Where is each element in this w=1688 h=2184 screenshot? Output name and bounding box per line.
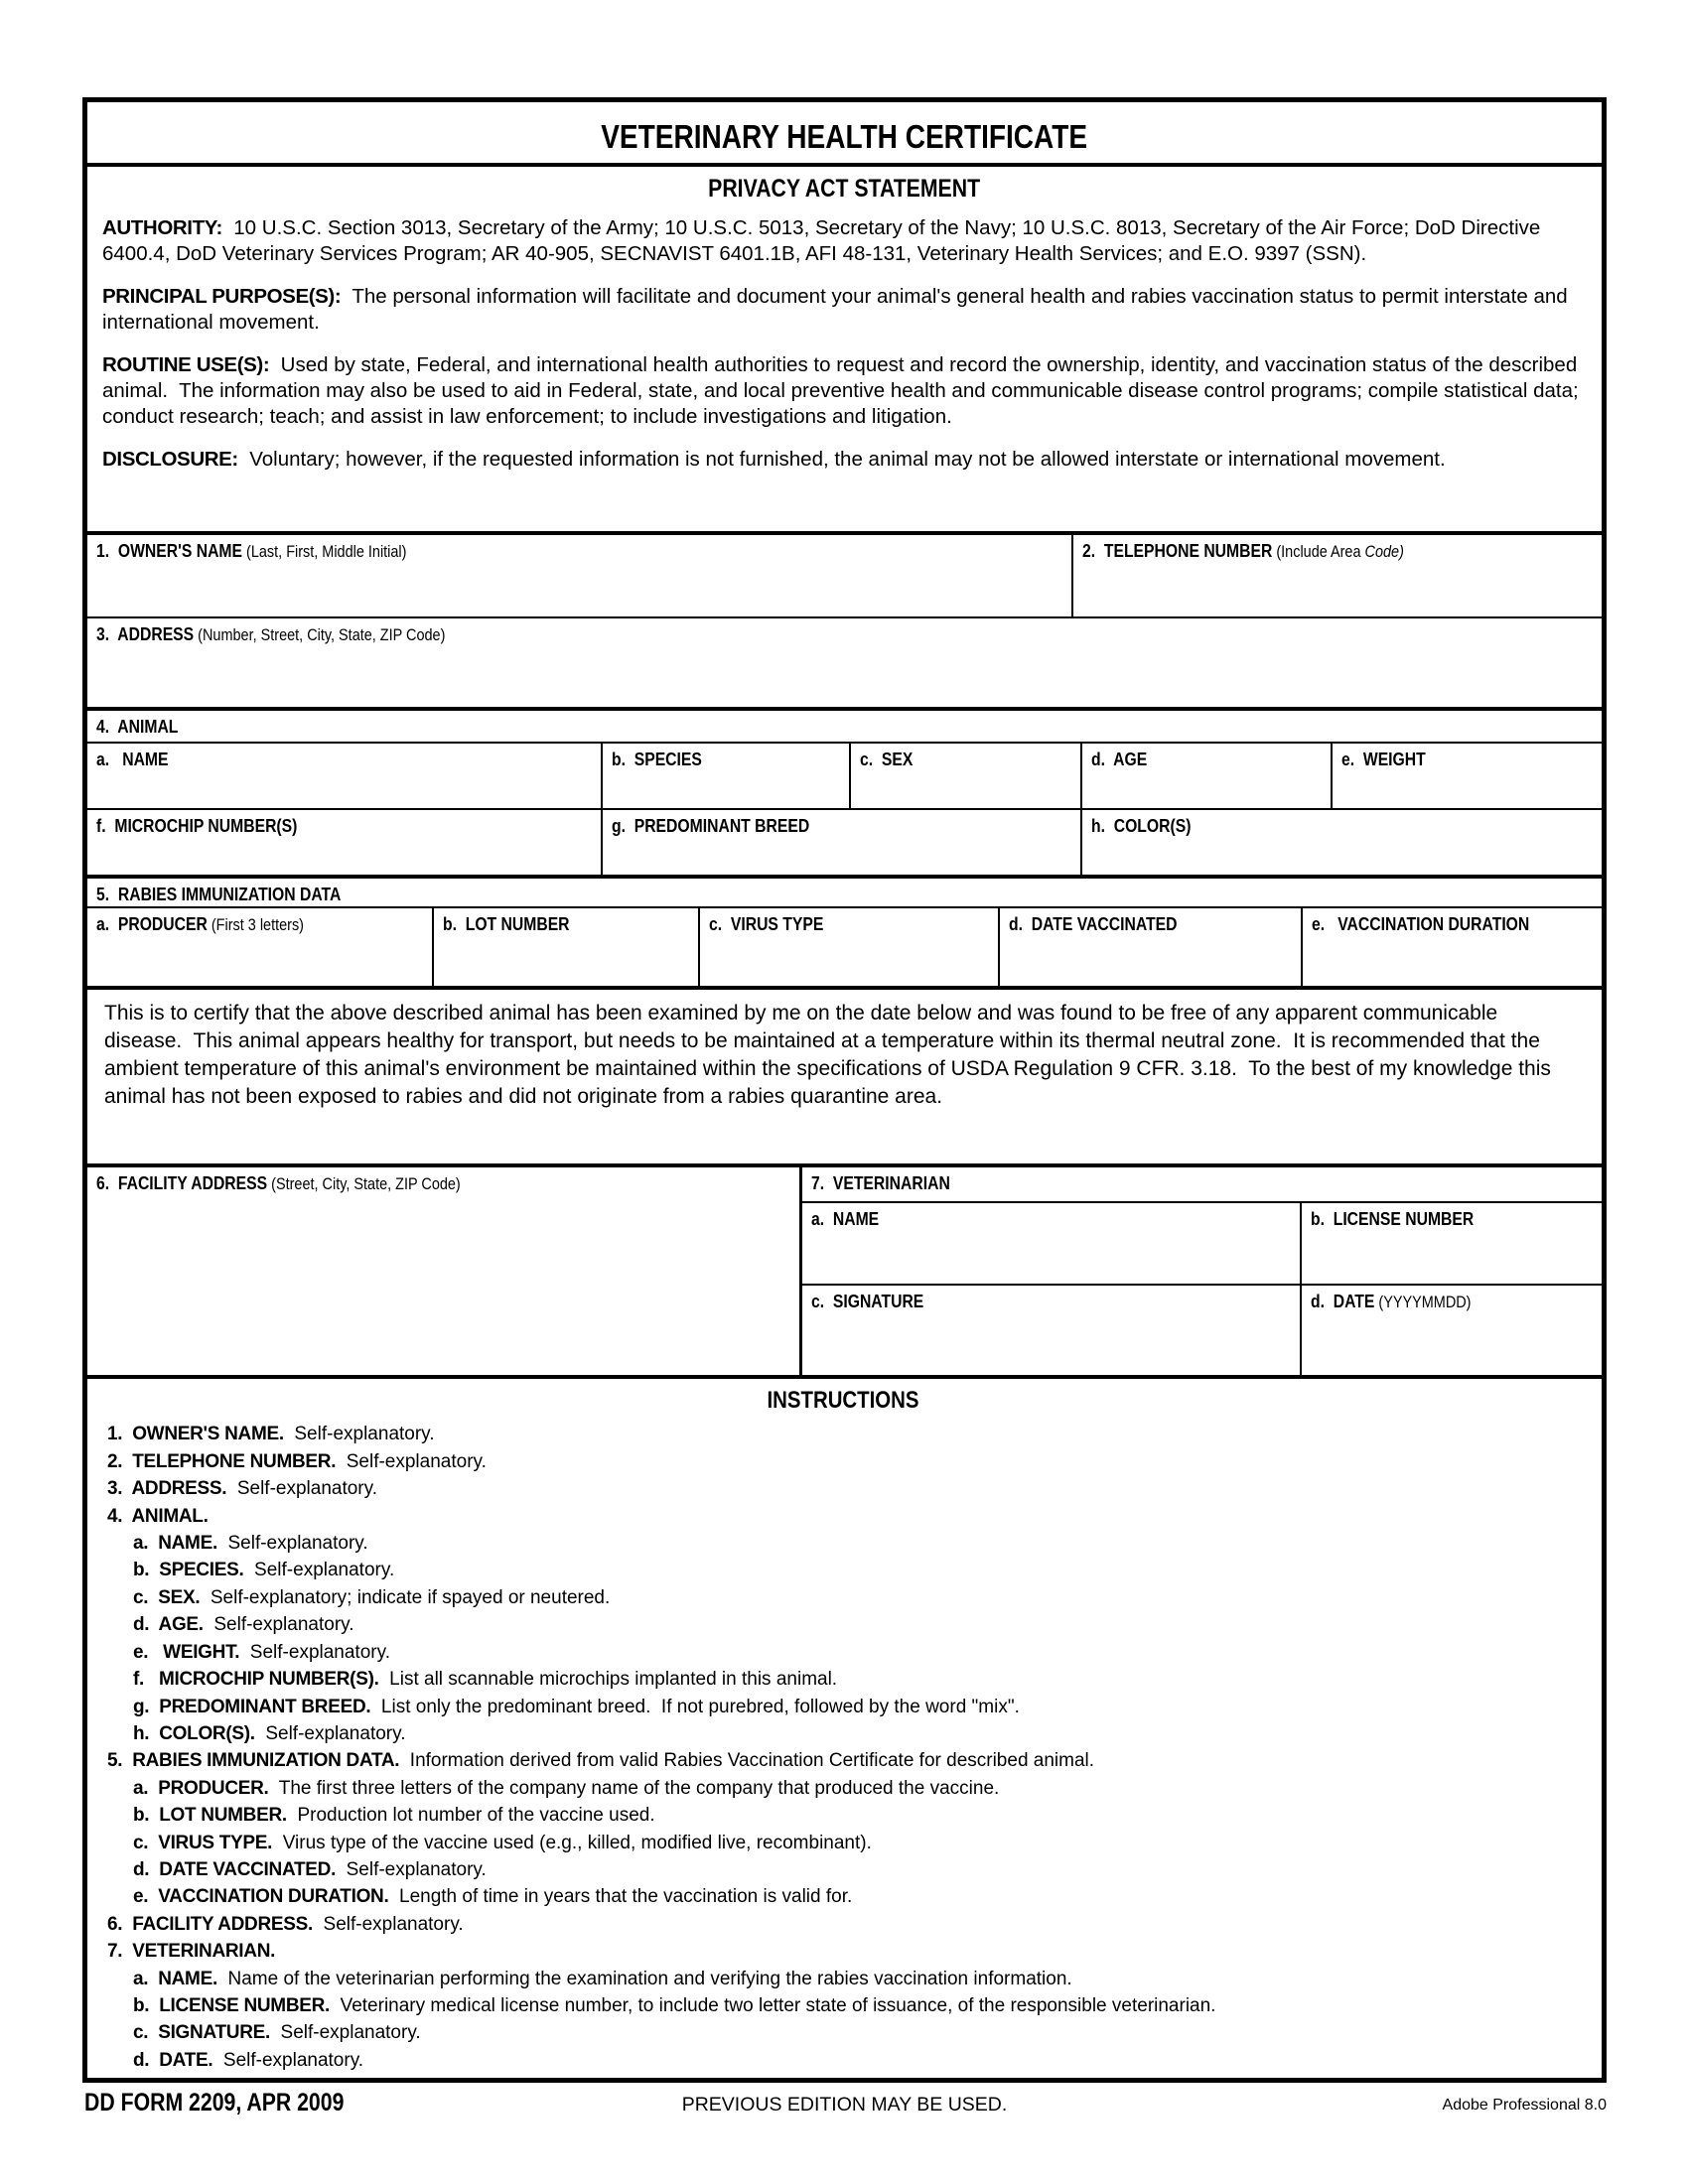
instruction-line	[97, 1992, 1588, 2019]
instruction-text: Veterinary medical license number, to include two letter state of issuance, of the responsible veterinarian.	[330, 1994, 1216, 2016]
instruction-line	[97, 1720, 1588, 1747]
instruction-line	[97, 1802, 1588, 1829]
certification-statement: This is to certify that the above described animal has been examined by me on the date below and was found to be free of any apparent communicable disease. This animal appears healthy for transport, but needs to be maintained at a temperature within its thermal neutral zone. It is recommended that the ambient temperature of this animal's environment be maintained within the specifications of USDA Regulation 9 CFR. 3.18. To the best of my knowledge this animal has not been exposed to rabies and did not originate from a rabies quarantine area.	[87, 986, 1602, 1163]
rabies-date-input-area[interactable]	[1000, 937, 1301, 987]
telephone-input-area[interactable]	[1073, 564, 1602, 616]
address-cell	[87, 618, 1602, 707]
rabies-duration-label: e. VACCINATION DURATION	[1311, 912, 1530, 934]
instruction-label: 5. RABIES IMMUNIZATION DATA.	[107, 1750, 400, 1772]
animal-weight-cell	[1331, 744, 1602, 808]
instruction-line	[97, 1666, 1588, 1693]
rabies-row	[87, 906, 1602, 987]
instruction-text: Self-explanatory.	[269, 2022, 421, 2044]
rabies-producer-label: a. PRODUCER	[96, 912, 208, 934]
vet-date-label: d. DATE	[1310, 1291, 1374, 1312]
animal-sex-cell	[849, 744, 1080, 808]
animal-section-header	[87, 707, 1602, 741]
address-input-area[interactable]	[87, 647, 1602, 707]
privacy-heading: PRIVACY ACT STATEMENT	[708, 174, 980, 203]
animal-age-cell	[1080, 744, 1331, 808]
rabies-duration-input-area[interactable]	[1303, 937, 1602, 987]
instruction-text: Self-explanatory.	[254, 1722, 406, 1744]
instruction-label: a. NAME.	[133, 1968, 217, 1989]
privacy-paragraph-text: Used by state, Federal, and international health authorities to request and record the ownership, identity, and vaccination status of the described animal. The information may also be used to aid in Federal, state, and local preventive health and communicable disease control programs; compile statistical data; conduct research; teach; and assist in law enforcement; to include investigations and litigation.	[102, 352, 1585, 428]
animal-age-label: d. AGE	[1091, 748, 1148, 769]
vet-signature-input-area[interactable]	[802, 1314, 1300, 1375]
privacy-paragraph	[102, 284, 1586, 336]
vet-name-input-area[interactable]	[802, 1232, 1300, 1284]
instruction-label: e. WEIGHT.	[133, 1641, 240, 1663]
instruction-line	[97, 1694, 1588, 1720]
rabies-duration-cell	[1301, 908, 1602, 987]
instruction-line	[97, 1475, 1588, 1502]
telephone-hint-italic: Code)	[1364, 542, 1405, 562]
instruction-text: List only the predominant breed. If not purebred, followed by the word "mix".	[370, 1696, 1020, 1717]
telephone-hint: (Include Area	[1272, 542, 1365, 562]
instruction-text: List all scannable microchips implanted in this animal.	[378, 1669, 838, 1691]
animal-sex-input-area[interactable]	[851, 772, 1080, 808]
animal-weight-label: e. WEIGHT	[1341, 748, 1426, 769]
animal-species-label: b. SPECIES	[611, 748, 702, 769]
privacy-paragraph-text: The personal information will facilitate and document your animal's general health and rabies vaccination status to permit interstate and international movement.	[102, 284, 1574, 334]
rabies-virus-cell	[698, 908, 998, 987]
instruction-line	[97, 1911, 1588, 1938]
rabies-date-label: d. DATE VACCINATED	[1009, 912, 1178, 934]
animal-name-cell	[87, 744, 601, 808]
owner-name-label: 1. OWNER'S NAME	[96, 540, 243, 562]
vet-date-cell	[1300, 1286, 1602, 1375]
animal-weight-input-area[interactable]	[1333, 772, 1602, 808]
rabies-virus-label: c. VIRUS TYPE	[709, 912, 824, 934]
instruction-label: 7. VETERINARIAN.	[107, 1941, 276, 1963]
vet-license-cell	[1300, 1203, 1602, 1284]
instruction-line	[97, 1639, 1588, 1666]
instruction-label: 2. TELEPHONE NUMBER.	[107, 1450, 337, 1472]
instruction-label: c. SIGNATURE.	[133, 2022, 270, 2044]
rabies-date-cell	[998, 908, 1301, 987]
instruction-line	[97, 1938, 1588, 1965]
previous-edition-note: PREVIOUS EDITION MAY BE USED.	[681, 2094, 1008, 2116]
animal-name-label: a. NAME	[96, 748, 169, 769]
instruction-text: Virus type of the vaccine used (e.g., killed, modified live, recombinant).	[272, 1832, 872, 1853]
animal-name-input-area[interactable]	[87, 772, 601, 808]
rabies-producer-input-area[interactable]	[87, 937, 432, 987]
animal-microchip-input-area[interactable]	[87, 839, 601, 875]
vet-name-cell	[802, 1203, 1300, 1284]
animal-color-cell	[1080, 810, 1602, 875]
address-hint: (Number, Street, City, State, ZIP Code)	[194, 625, 446, 644]
animal-breed-input-area[interactable]	[603, 839, 1080, 875]
instruction-text: Self-explanatory.	[212, 2049, 364, 2071]
instruction-line	[97, 1775, 1588, 1802]
privacy-paragraph-label: PRINCIPAL PURPOSE(S):	[102, 284, 342, 308]
veterinarian-cell	[799, 1167, 1602, 1375]
telephone-cell	[1071, 535, 1602, 616]
instruction-label: c. VIRUS TYPE.	[133, 1832, 273, 1853]
instruction-line	[97, 1611, 1588, 1638]
instruction-label: b. LOT NUMBER.	[133, 1805, 287, 1827]
animal-microchip-label: f. MICROCHIP NUMBER(S)	[96, 814, 298, 836]
animal-row-1	[87, 742, 1602, 808]
animal-sex-label: c. SEX	[860, 748, 914, 769]
form-number: DD FORM 2209, APR 2009	[84, 2089, 345, 2116]
animal-row-2	[87, 808, 1602, 875]
instruction-line	[97, 1883, 1588, 1910]
owner-name-cell	[87, 535, 1071, 616]
row-address	[87, 616, 1602, 707]
form-title-bar	[87, 102, 1602, 163]
software-credit: Adobe Professional 8.0	[1442, 2097, 1607, 2114]
vet-signature-cell	[802, 1286, 1300, 1375]
instruction-line	[97, 1584, 1588, 1611]
instruction-label: e. VACCINATION DURATION.	[133, 1886, 389, 1908]
rabies-producer-cell	[87, 908, 432, 987]
privacy-paragraphs	[102, 215, 1586, 473]
instructions-section	[87, 1375, 1602, 2078]
animal-species-cell	[601, 744, 849, 808]
instruction-line	[97, 1856, 1588, 1883]
instruction-text: Self-explanatory.	[243, 1560, 395, 1581]
instructions-list	[97, 1421, 1588, 2074]
instruction-label: 6. FACILITY ADDRESS.	[107, 1913, 313, 1935]
rabies-section-header	[87, 875, 1602, 906]
rabies-virus-input-area[interactable]	[700, 937, 998, 987]
rabies-lot-input-area[interactable]	[434, 937, 698, 987]
rabies-header-label: 5. RABIES IMMUNIZATION DATA	[96, 883, 342, 904]
instruction-label: 1. OWNER'S NAME.	[107, 1424, 284, 1445]
instruction-label: a. NAME.	[133, 1533, 217, 1555]
instruction-line	[97, 2019, 1588, 2046]
instruction-line	[97, 1421, 1588, 1447]
privacy-paragraph	[102, 352, 1586, 430]
instruction-label: c. SEX.	[133, 1586, 201, 1608]
animal-header-label: 4. ANIMAL	[96, 716, 179, 738]
animal-breed-cell	[601, 810, 1080, 875]
address-label: 3. ADDRESS	[96, 623, 195, 644]
row-owner-telephone	[87, 531, 1602, 616]
privacy-paragraph-label: DISCLOSURE:	[102, 447, 238, 471]
instruction-text: Self-explanatory.	[226, 1478, 378, 1500]
instruction-line	[97, 2047, 1588, 2074]
page-footer	[82, 2089, 1607, 2122]
instruction-label: b. SPECIES.	[133, 1560, 244, 1581]
instruction-line	[97, 1830, 1588, 1856]
facility-address-label: 6. FACILITY ADDRESS	[96, 1172, 268, 1194]
instruction-text: Self-explanatory.	[203, 1614, 354, 1636]
instruction-text: Information derived from valid Rabies Vaccination Certificate for described animal.	[399, 1750, 1095, 1772]
instruction-line	[97, 1747, 1588, 1774]
instruction-line	[97, 1557, 1588, 1583]
instruction-label: b. LICENSE NUMBER.	[133, 1994, 331, 2016]
privacy-paragraph	[102, 447, 1586, 473]
privacy-paragraph-label: AUTHORITY:	[102, 215, 222, 239]
instruction-text: Length of time in years that the vaccination is valid for.	[388, 1886, 853, 1908]
owner-name-input-area[interactable]	[87, 564, 1071, 616]
instruction-label: 4. ANIMAL.	[107, 1505, 209, 1527]
facility-address-cell	[87, 1167, 799, 1375]
instruction-line	[97, 1448, 1588, 1475]
owner-name-hint: (Last, First, Middle Initial)	[242, 542, 407, 562]
vet-name-label: a. NAME	[810, 1208, 879, 1230]
instruction-text: Self-explanatory.	[336, 1858, 487, 1880]
instruction-text: Name of the veterinarian performing the examination and verifying the rabies vaccination information.	[216, 1968, 1072, 1989]
animal-species-input-area[interactable]	[603, 772, 849, 808]
vet-license-label: b. LICENSE NUMBER	[1310, 1208, 1474, 1230]
privacy-paragraph-text: 10 U.S.C. Section 3013, Secretary of the Army; 10 U.S.C. 5013, Secretary of the Navy; 10 U.S.C. 8013, Secretary of the Air Force; DoD Directive 6400.4, DoD Veterinary Services Program; AR 40-905, SECNAVIST 6401.1B, AFI 48-131, Veterinary Health Services; and E.O. 9397 (SSN).	[102, 215, 1546, 265]
instruction-label: f. MICROCHIP NUMBER(S).	[133, 1669, 379, 1691]
instruction-label: h. COLOR(S).	[133, 1722, 255, 1744]
instruction-text: Self-explanatory.	[239, 1641, 390, 1663]
facility-address-input-area[interactable]	[87, 1196, 799, 1375]
privacy-act-statement	[87, 163, 1602, 532]
vet-date-hint: (YYYYMMDD)	[1373, 1293, 1472, 1312]
instruction-label: d. AGE.	[133, 1614, 204, 1636]
instruction-label: 3. ADDRESS.	[107, 1478, 227, 1500]
dd-form-2209	[82, 97, 1607, 2083]
instruction-text: Self-explanatory; indicate if spayed or neutered.	[200, 1586, 611, 1608]
rabies-lot-label: b. LOT NUMBER	[443, 912, 570, 934]
instruction-line	[97, 1503, 1588, 1530]
privacy-paragraph	[102, 215, 1586, 267]
instruction-line	[97, 1966, 1588, 1992]
facility-veterinarian-section	[87, 1163, 1602, 1375]
vet-date-input-area[interactable]	[1302, 1314, 1602, 1375]
facility-address-hint: (Street, City, State, ZIP Code)	[267, 1174, 461, 1194]
vet-signature-label: c. SIGNATURE	[810, 1291, 924, 1312]
instruction-text: Self-explanatory.	[312, 1913, 464, 1935]
rabies-lot-cell	[432, 908, 698, 987]
animal-microchip-cell	[87, 810, 601, 875]
instruction-label: d. DATE VACCINATED.	[133, 1858, 337, 1880]
rabies-producer-hint: (First 3 letters)	[207, 914, 304, 934]
instructions-heading: INSTRUCTIONS	[767, 1387, 918, 1415]
privacy-paragraph-text: Voluntary; however, if the requested information is not furnished, the animal may not be allowed interstate or international movement.	[237, 447, 1446, 471]
instruction-text: The first three letters of the company name of the company that produced the vaccine.	[268, 1777, 1000, 1799]
vet-license-input-area[interactable]	[1302, 1232, 1602, 1284]
instruction-text: Self-explanatory.	[283, 1424, 435, 1445]
animal-color-input-area[interactable]	[1082, 839, 1602, 875]
privacy-paragraph-label: ROUTINE USE(S):	[102, 352, 270, 376]
instruction-text: Production lot number of the vaccine used.	[286, 1805, 655, 1827]
animal-age-input-area[interactable]	[1082, 772, 1331, 808]
telephone-label: 2. TELEPHONE NUMBER	[1082, 540, 1273, 562]
instruction-label: g. PREDOMINANT BREED.	[133, 1696, 371, 1717]
instruction-line	[97, 1530, 1588, 1557]
instruction-text: Self-explanatory.	[336, 1450, 487, 1472]
page-title: VETERINARY HEALTH CERTIFICATE	[601, 118, 1088, 155]
veterinarian-header-label: 7. VETERINARIAN	[810, 1172, 950, 1194]
animal-color-label: h. COLOR(S)	[1091, 814, 1192, 836]
instruction-label: d. DATE.	[133, 2049, 213, 2071]
instruction-label: a. PRODUCER.	[133, 1777, 269, 1799]
instruction-text: Self-explanatory.	[216, 1533, 368, 1555]
animal-breed-label: g. PREDOMINANT BREED	[611, 814, 810, 836]
